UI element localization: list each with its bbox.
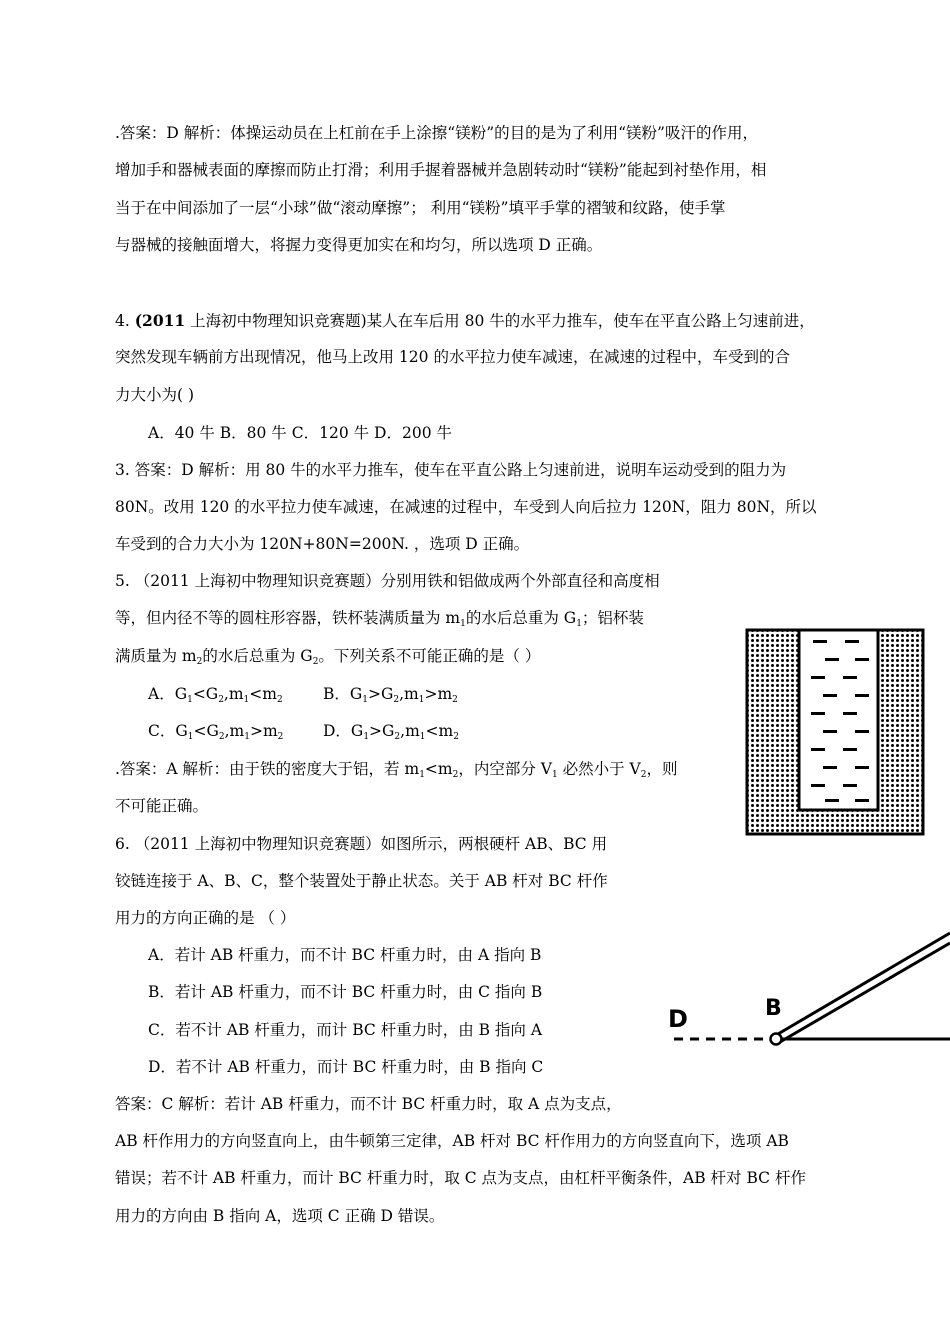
q5-line-2: 等，但内径不等的圆柱形容器，铁杯装满质量为 $m_1$的水后总重为 $G_1$；铝杯装 [115, 609, 644, 629]
q6-line-2: 铰链连接于 A、B、C，整个装置处于静止状态。关于 AB 杆对 BC 杆作 [115, 872, 608, 890]
q4-answer-line-1: 3. 答案：D 解析：用 80 牛的水平力推车，使车在平直公路上匀速前进，说明车运动受到的阻力为 [115, 461, 787, 479]
q4-line-3: 力大小为( ) [115, 386, 195, 404]
q5-answer-line-2: 不可能正确。 [115, 797, 209, 815]
q4-options: A．40 牛 B．80 牛 C．120 牛 D．200 牛 [148, 424, 452, 442]
q6-answer-line-1: 答案：C 解析：若计 AB 杆重力，而不计 BC 杆重力时，取 A 点为支点， [115, 1095, 622, 1113]
q3-answer-line-4: 与器械的接触面增大，将握力变得更加实在和均匀，所以选项 D 正确。 [115, 236, 603, 254]
label-b: B [765, 996, 782, 1021]
q4-answer-line-3: 车受到的合力大小为 120N+80N=200N. ，选项 D 正确。 [115, 535, 530, 553]
q5-line-3: 满质量为 $m_2$的水后总重为 $G_2$。下列关系不可能正确的是（ ） [115, 647, 541, 667]
rod-upper-edge [778, 933, 950, 1034]
q6-answer-line-3: 错误；若不计 AB 杆重力，而计 BC 杆重力时，取 C 点为支点，由杠杆平衡条件，AB 杆对 BC 杆作 [115, 1169, 806, 1187]
q4-line-2: 突然发现车辆前方出现情况，他马上改用 120 的水平拉力使车减速，在减速的过程中，车受到的合 [115, 348, 790, 366]
q4-answer-line-2: 80N。改用 120 的水平拉力使车减速，在减速的过程中，车受到人向后拉力 120N，阻力 80N，所以 [115, 498, 817, 516]
q6-line-1: 6. （2011 上海初中物理知识竞赛题）如图所示，两根硬杆 AB、BC 用 [115, 835, 608, 853]
q5-line-1: 5. （2011 上海初中物理知识竞赛题）分别用铁和铝做成两个外部直径和高度相 [115, 572, 660, 590]
label-d: D [668, 1005, 688, 1033]
q5-option-c: C．$G_1<G_2,m_1>m_2$ [148, 722, 284, 742]
q3-answer-line-1: .答案：D 解析：体操运动员在上杠前在手上涂擦“镁粉”的目的是为了利用“镁粉”吸汗的作用， [115, 124, 758, 142]
q6-option-b: B．若计 AB 杆重力，而不计 BC 杆重力时，由 C 指向 B [148, 983, 543, 1001]
q3-answer-line-3: 当于在中间添加了一层“小球”做“滚动摩擦”； 利用“镁粉”填平手掌的褶皱和纹路，使手掌 [115, 199, 726, 217]
q6-option-d: D．若不计 AB 杆重力，而计 BC 杆重力时，由 B 指向 C [148, 1058, 544, 1076]
q6-answer-line-4: 用力的方向由 B 指向 A，选项 C 正确 D 错误。 [115, 1207, 445, 1225]
q5-option-b: B．$G_1>G_2,m_1>m_2$ [323, 685, 458, 705]
q6-answer-line-2: AB 杆作用力的方向竖直向上，由牛顿第三定律，AB 杆对 BC 杆作用力的方向竖直向下，选项 AB [115, 1132, 789, 1150]
cup-cross-section-figure [745, 628, 925, 836]
rods-figure [660, 915, 950, 1065]
q5-option-d: D．$G_1>G_2,m_1<m_2$ [323, 722, 459, 742]
hinge-b [771, 1034, 782, 1045]
rod-lower-edge [780, 943, 950, 1042]
cup-cavity-water [799, 630, 878, 810]
q5-answer-line-1: .答案：A 解析：由于铁的密度大于铝，若 $m_1<m_2$，内空部分 $V_1$ 必然小于 $V_2$，则 [115, 760, 678, 780]
q6-line-3: 用力的方向正确的是 （ ） [115, 909, 296, 927]
q6-option-c: C．若不计 AB 杆重力，而计 BC 杆重力时，由 B 指向 A [148, 1021, 543, 1039]
q6-option-a: A．若计 AB 杆重力，而不计 BC 杆重力时，由 A 指向 B [148, 946, 542, 964]
q3-answer-line-2: 增加手和器械表面的摩擦而防止打滑；利用手握着器械并急剧转动时“镁粉”能起到衬垫作用，相 [115, 161, 767, 179]
q5-option-a: A．$G_1<G_2,m_1<m_2$ [148, 685, 283, 705]
q4-line-1: 4. (2011 上海初中物理知识竞赛题)某人在车后用 80 牛的水平力推车，使车在平直公路上匀速前进， [115, 311, 815, 330]
